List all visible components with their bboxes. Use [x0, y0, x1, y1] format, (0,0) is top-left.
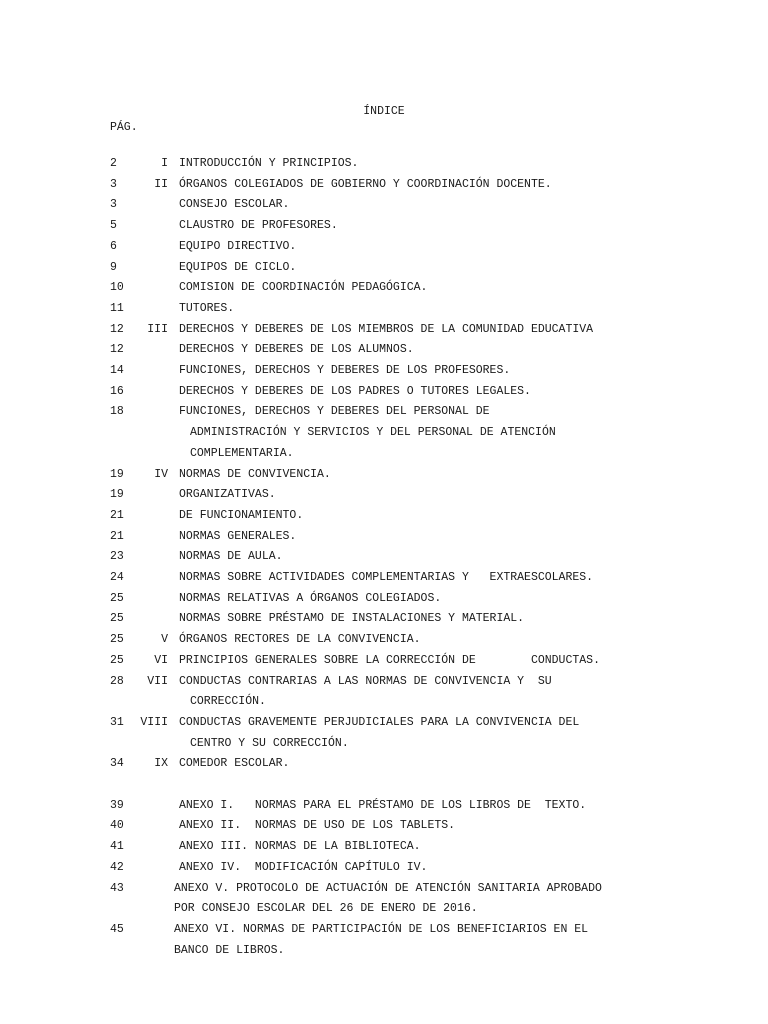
toc-section-numeral: I	[161, 157, 168, 170]
toc-annex-title: ANEXO IV. MODIFICACIÓN CAPÍTULO IV.	[179, 860, 428, 874]
toc-annex-title: ANEXO I. NORMAS PARA EL PRÉSTAMO DE LOS LIBROS DE TEXTO.	[179, 798, 587, 812]
toc-page-number: 23	[110, 550, 124, 564]
toc-entry-title: FUNCIONES, DERECHOS Y DEBERES DEL PERSONAL DE	[179, 405, 490, 419]
toc-annex-title: ANEXO III. NORMAS DE LA BIBLIOTECA.	[179, 840, 421, 854]
toc-page-number: 25	[110, 612, 124, 626]
toc-page-number: 2	[110, 157, 117, 170]
toc-page-number: 10	[110, 281, 124, 295]
toc-entry-title: CONSEJO ESCOLAR.	[179, 198, 290, 212]
toc-entry	[110, 651, 730, 672]
toc-page-number: 5	[110, 219, 117, 233]
toc-section-numeral: III	[147, 322, 168, 336]
toc-spacer	[110, 775, 730, 796]
toc-entry	[110, 154, 730, 175]
toc-annex-title-continued: BANCO DE LIBROS.	[174, 943, 285, 957]
toc-page-number: 18	[110, 405, 124, 419]
toc-entry-title: FUNCIONES, DERECHOS Y DEBERES DE LOS PROFESORES.	[179, 364, 511, 378]
toc-page-number: 43	[110, 881, 124, 895]
toc-page-number: 25	[110, 633, 124, 647]
toc-section-numeral: II	[154, 177, 168, 191]
toc-annex-entry	[110, 816, 730, 837]
toc-entry-title: DERECHOS Y DEBERES DE LOS PADRES O TUTORES LEGALES.	[179, 384, 531, 398]
toc-page-number: 16	[110, 384, 124, 398]
toc-page-number: 31	[110, 715, 124, 729]
toc-entry-title: ÓRGANOS RECTORES DE LA CONVIVENCIA.	[179, 633, 421, 647]
toc-entry-title: TUTORES.	[179, 301, 235, 315]
toc-entry-title: ORGANIZATIVAS.	[179, 488, 276, 502]
toc-entry	[110, 630, 730, 651]
toc-entry-title: NORMAS RELATIVAS A ÓRGANOS COLEGIADOS.	[179, 591, 442, 605]
toc-entry-title: NORMAS SOBRE PRÉSTAMO DE INSTALACIONES Y MATERIAL.	[179, 612, 525, 626]
toc-annex-title: ANEXO II. NORMAS DE USO DE LOS TABLETS.	[179, 819, 456, 833]
toc-entry-title: NORMAS DE AULA.	[179, 550, 283, 564]
toc-page-number: 25	[110, 591, 124, 605]
toc-section-numeral: V	[161, 633, 168, 647]
toc-annex-title: ANEXO VI. NORMAS DE PARTICIPACIÓN DE LOS BENEFICIARIOS EN EL	[174, 923, 589, 936]
toc-entry	[110, 258, 730, 279]
toc-entry-title: COMISION DE COORDINACIÓN PEDAGÓGICA.	[179, 281, 428, 295]
toc-entry	[110, 589, 730, 610]
toc-entry-title: ÓRGANOS COLEGIADOS DE GOBIERNO Y COORDINACIÓN DOCENTE.	[179, 177, 552, 191]
toc-page-number: 34	[110, 757, 124, 771]
toc-page-number: 42	[110, 860, 124, 874]
toc-page-number: 28	[110, 674, 124, 688]
toc-page-number: 45	[110, 923, 124, 936]
toc-entry-title: INTRODUCCIÓN Y PRINCIPIOS.	[179, 157, 359, 170]
toc-page-number: 6	[110, 239, 117, 253]
toc-entry-title: CLAUSTRO DE PROFESORES.	[179, 219, 338, 233]
toc-annex-entry	[110, 858, 730, 879]
toc-entry	[110, 175, 730, 196]
toc-entry	[110, 568, 730, 589]
toc-entry-title-continued: CORRECCIÓN.	[190, 695, 266, 709]
toc-entry-title: PRINCIPIOS GENERALES SOBRE LA CORRECCIÓN DE CONDUCTAS.	[179, 653, 600, 667]
toc-entry-title: DE FUNCIONAMIENTO.	[179, 508, 304, 522]
toc-entry-title-continued: COMPLEMENTARIA.	[190, 446, 294, 460]
toc-entry	[110, 216, 730, 237]
toc-section-numeral: IX	[154, 757, 168, 771]
toc-entry	[110, 402, 730, 464]
toc-entry-title: NORMAS DE CONVIVENCIA.	[179, 467, 331, 481]
toc-entry	[110, 609, 730, 630]
toc-section-numeral: VII	[147, 674, 168, 688]
toc-entry	[110, 527, 730, 548]
toc-annex-entry	[110, 837, 730, 858]
toc-section-numeral: IV	[154, 467, 168, 481]
toc-entry-title-continued: CENTRO Y SU CORRECCIÓN.	[190, 736, 349, 750]
toc-page-number: 24	[110, 571, 124, 585]
toc-page-number: 9	[110, 260, 117, 274]
toc-entry	[110, 485, 730, 506]
toc-page-number: 12	[110, 322, 124, 336]
toc-entry	[110, 340, 730, 361]
toc-annex-entry	[110, 796, 730, 817]
toc-page-number: 12	[110, 343, 124, 357]
toc-entry	[110, 547, 730, 568]
toc-entry-title: DERECHOS Y DEBERES DE LOS MIEMBROS DE LA COMUNIDAD EDUCATIVA	[179, 322, 594, 336]
toc-section-numeral: VI	[154, 653, 168, 667]
toc-page-number: 40	[110, 819, 124, 833]
toc-entry-title: DERECHOS Y DEBERES DE LOS ALUMNOS.	[179, 343, 414, 357]
toc-entry	[110, 299, 730, 320]
toc-section-numeral: VIII	[140, 715, 168, 729]
toc-page-number: 39	[110, 798, 124, 812]
toc-page-number: 21	[110, 529, 124, 543]
toc-entry	[110, 195, 730, 216]
toc-page-number: 3	[110, 198, 117, 212]
toc-entry	[110, 506, 730, 527]
toc-page-number: 19	[110, 488, 124, 502]
toc-annex-title: ANEXO V. PROTOCOLO DE ACTUACIÓN DE ATENCIÓN SANITARIA APROBADO	[174, 881, 602, 895]
toc-entry	[110, 754, 730, 775]
toc-page-number: 41	[110, 840, 124, 854]
toc-entry	[110, 361, 730, 382]
page-column-header: PÁG.	[110, 121, 138, 134]
toc-page-number: 14	[110, 364, 124, 378]
toc-entry-title: EQUIPOS DE CICLO.	[179, 260, 297, 274]
toc-annex-title-continued: POR CONSEJO ESCOLAR DEL 26 DE ENERO DE 2016.	[174, 902, 478, 916]
index-title	[0, 105, 768, 118]
toc-entry	[110, 320, 730, 341]
toc-page-number: 21	[110, 508, 124, 522]
toc-entry-title: CONDUCTAS CONTRARIAS A LAS NORMAS DE CONVIVENCIA Y SU	[179, 674, 552, 688]
toc-entry	[110, 237, 730, 258]
toc-entry-title-continued: ADMINISTRACIÓN Y SERVICIOS Y DEL PERSONAL DE ATENCIÓN	[190, 426, 556, 440]
toc-entry	[110, 382, 730, 403]
toc-entry-title: EQUIPO DIRECTIVO.	[179, 239, 297, 253]
toc-page-number: 3	[110, 177, 117, 191]
toc-entry-title: NORMAS GENERALES.	[179, 529, 297, 543]
toc-entry-title: COMEDOR ESCOLAR.	[179, 757, 290, 771]
toc-entry	[110, 465, 730, 486]
table-of-contents	[110, 154, 730, 961]
index-title-text: ÍNDICE	[363, 105, 405, 118]
toc-entry	[110, 278, 730, 299]
toc-entry	[110, 672, 730, 713]
toc-page-number: 11	[110, 301, 124, 315]
toc-annex-entry	[110, 879, 730, 920]
toc-page-number: 25	[110, 653, 124, 667]
toc-page-number: 19	[110, 467, 124, 481]
toc-entry-title: NORMAS SOBRE ACTIVIDADES COMPLEMENTARIAS Y EXTRAESCOLARES.	[179, 571, 594, 585]
toc-entry	[110, 713, 730, 754]
toc-annex-entry	[110, 920, 730, 961]
toc-entry-title: CONDUCTAS GRAVEMENTE PERJUDICIALES PARA LA CONVIVENCIA DEL	[179, 715, 580, 729]
